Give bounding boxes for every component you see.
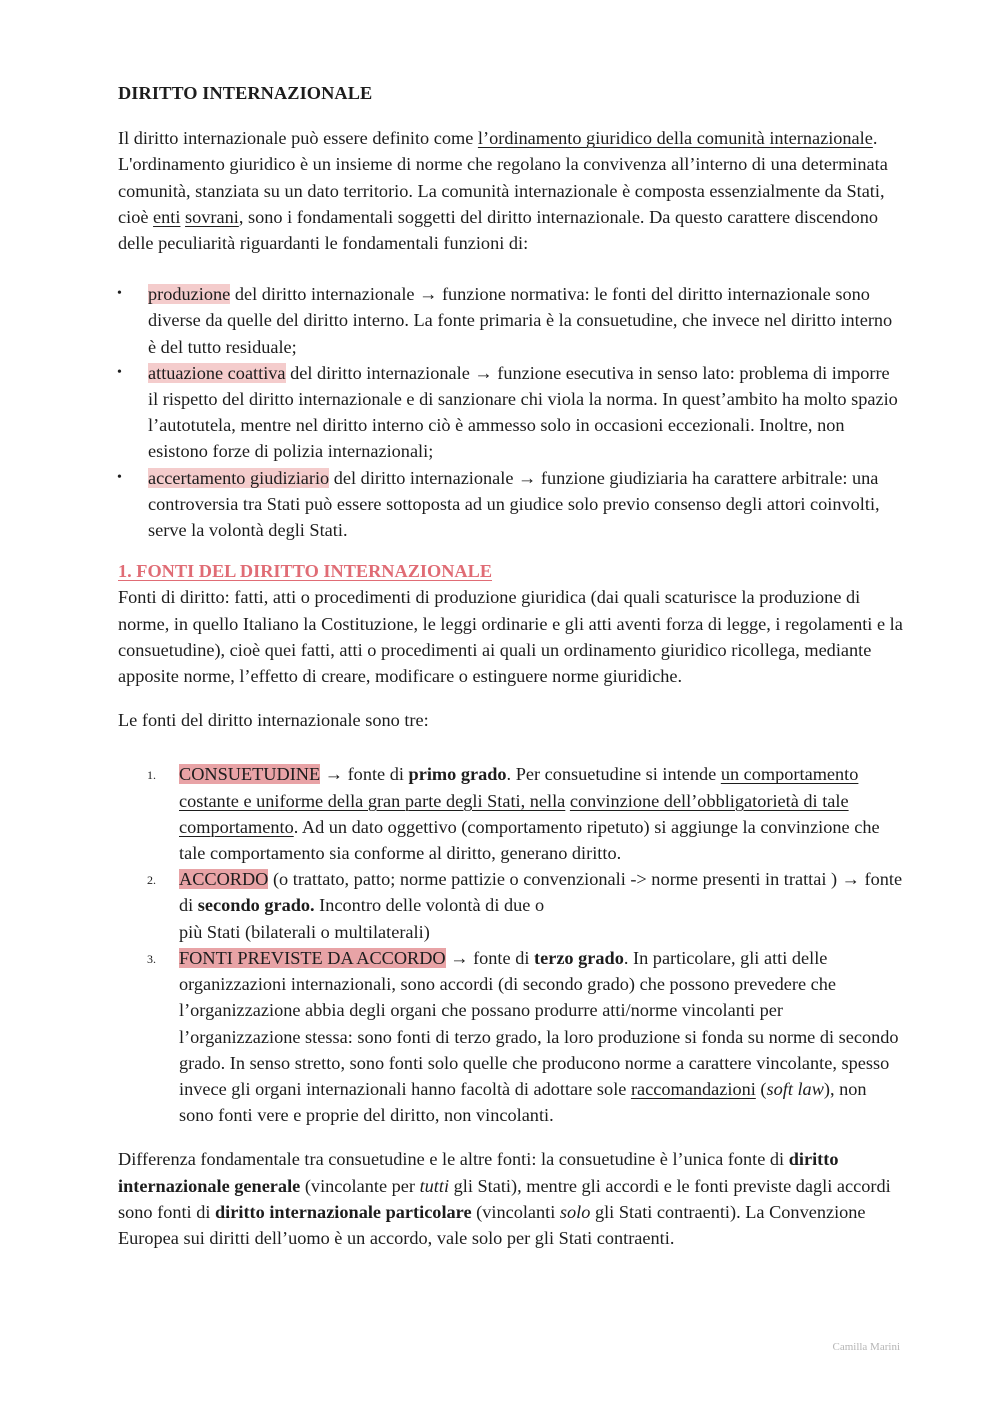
closing-paragraph: [118, 1146, 904, 1251]
italic-term: solo: [559, 1201, 591, 1222]
list-item-text: (: [755, 1078, 767, 1099]
list-item-text: ), non sono fonti vere e proprie del diritto, non vincolanti.: [179, 1078, 867, 1126]
definition-paragraph: Fonti di diritto: fatti, atti o procedimenti di produzione giuridica (dai quali scaturisce la produzione di norme, in quello Italiano la Costituzione, le leggi ordinarie e gli atti aventi forza di legge, i regolamenti e la consuetudine), cioè quei fatti, atti o procedimenti ai quali un ordinamento giuridico ricollega, mediante apposite norme, l’effetto di creare, modificare o estinguere norme giuridiche.: [118, 587, 903, 687]
closing-text: gli Stati contraenti). La Convenzione Europea sui diritti dell’uomo è un accordo, vale solo per gli Stati contraenti.: [118, 1201, 866, 1248]
list-item-text: del diritto internazionale → funzione normativa: le fonti del diritto internazionale sono diverse da quelle del diritto interno. La fonte primaria è la consuetudine, che invece nel diritto interno è del tutto residuale;: [148, 284, 893, 357]
intro-text: . L'ordinamento giuridico è un insieme di norme che regolano la convivenza all’interno di una determinata comunità, stanziata su un dato territorio. La comunità internazionale è composta essenzialmente da Stati, cioè: [118, 128, 888, 227]
bold-term: primo grado: [408, 764, 507, 785]
list-item-text: più Stati (bilaterali o multilaterali): [179, 921, 430, 942]
list-item-text: . In particolare, gli atti delle organizzazioni internazionali, sono accordi (di secondo grado) che possono prevedere che l’organizzazione abbia degli organi che possano produrre atti/norme vincolanti per l’organizzazione stessa: sono fonti di terzo grado, la loro produzione si fonda su norme di secondo grado. In senso stretto, sono fonti solo quelle che producono norme a carattere vincolante, spesso invece gli organi internazionali hanno facoltà di adottare sole: [179, 947, 899, 1099]
intro-underline: l’ordinamento giuridico della comunità internazionale: [477, 128, 873, 149]
list-item-text: . Ad un dato oggettivo (comportamento ripetuto) si aggiunge la convinzione che tale comportamento sia conforme al diritto, generano diritto.: [179, 816, 880, 864]
list-item-text: → fonte di: [320, 764, 409, 785]
list-item-text: del diritto internazionale → funzione esecutiva in senso lato: problema di imporre il rispetto del diritto internazionale e di sanzionare chi viola la norma. In quest’ambito ha molto spazio l’autotutela, mentre nel diritto interno ciò è ammesso solo in occasioni eccezionali. Inoltre, non esistono forze di polizia internazionali;: [148, 362, 898, 462]
highlighted-term: ACCORDO: [179, 869, 269, 890]
closing-text: (vincolante per: [300, 1175, 420, 1196]
italic-term: tutti: [419, 1175, 450, 1196]
list-number: 2.: [147, 873, 156, 888]
intro-underline: sovrani: [185, 206, 239, 227]
sources-intro: Le fonti del diritto internazionale sono tre:: [118, 710, 429, 731]
list-item: [118, 945, 904, 1128]
underlined-text: un comportamento costante e uniforme della gran parte degli Stati, nella: [179, 764, 859, 811]
highlighted-term: produzione: [148, 284, 231, 305]
bold-term: secondo grado.: [197, 895, 315, 916]
list-item: [118, 866, 904, 945]
intro-text: Il diritto internazionale può essere definito come: [118, 128, 478, 149]
page-footer: Camilla Marini: [832, 1341, 900, 1353]
underlined-text: raccomandazioni: [630, 1078, 756, 1099]
document-page: [118, 80, 904, 1251]
highlighted-term: CONSUETUDINE: [179, 764, 321, 785]
functions-list: [118, 281, 904, 543]
intro-text: , sono i fondamentali soggetti del diritto internazionale. Da questo carattere discendono delle peculiarità riguardanti le fondamentali funzioni di:: [118, 206, 878, 254]
spacer: [118, 689, 904, 707]
underlined-text: convinzione dell’obbligatorietà di tale comportamento: [179, 790, 849, 837]
closing-text: Differenza fondamentale tra consuetudine e le altre fonti: la consuetudine è l’unica fonte di: [118, 1149, 789, 1170]
list-item-text: Incontro delle volontà di due o: [314, 895, 545, 916]
list-item-text: . Per consuetudine si intende: [506, 764, 721, 785]
list-item-text: del diritto internazionale → funzione giudiziaria ha carattere arbitrale: una controversia tra Stati può essere sottoposta ad un giudice solo previo consenso degli attori coinvolti, serve la volontà degli Stati.: [148, 467, 880, 541]
page-title: DIRITTO INTERNAZIONALE: [118, 83, 373, 103]
bullet-icon: •: [117, 364, 122, 380]
bold-term: diritto internazionale particolare: [215, 1201, 472, 1222]
bullet-icon: •: [117, 286, 122, 302]
list-item: [118, 281, 904, 360]
list-item-text: (o trattato, patto; norme pattizie o convenzionali -> norme presenti in trattai ) → fonte di: [179, 869, 903, 916]
list-item: [118, 465, 904, 544]
sources-list: [118, 761, 904, 1128]
intro-paragraph: [118, 125, 904, 256]
section-heading: 1. FONTI DEL DIRITTO INTERNAZIONALE: [118, 561, 493, 582]
bold-term: diritto internazionale generale: [118, 1149, 839, 1196]
bold-term: terzo grado: [534, 947, 624, 968]
list-number: 1.: [147, 768, 156, 783]
list-item: [118, 761, 904, 866]
italic-term: soft law: [766, 1078, 824, 1099]
list-item-text: → fonte di: [445, 947, 534, 968]
intro-underline: enti: [153, 206, 181, 227]
bullet-icon: •: [117, 469, 122, 485]
highlighted-term: attuazione coattiva: [148, 362, 286, 383]
list-item: [118, 360, 904, 465]
highlighted-term: accertamento giudiziario: [148, 467, 330, 488]
list-number: 3.: [147, 951, 156, 966]
highlighted-term: FONTI PREVISTE DA ACCORDO: [179, 947, 446, 968]
closing-text: gli Stati), mentre gli accordi e le fonti previste dagli accordi sono fonti di: [118, 1175, 891, 1222]
closing-text: (vincolanti: [471, 1201, 560, 1222]
spacer: [118, 1128, 904, 1146]
